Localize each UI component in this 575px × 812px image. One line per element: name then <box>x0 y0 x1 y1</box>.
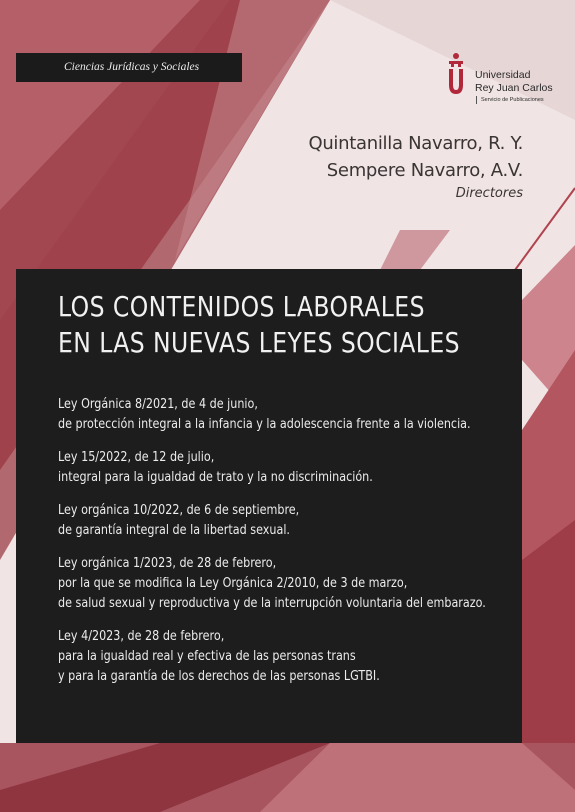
law-line: por la que se modifica la Ley Orgánica 2/2010, de 3 de marzo, <box>58 576 408 591</box>
publisher-subtitle: Servicio de Publicaciones <box>476 96 553 104</box>
law-line: y para la garantía de los derechos de las personas LGTBI. <box>58 669 380 684</box>
university-emblem-icon <box>445 52 467 96</box>
law-item <box>58 448 555 488</box>
laws-list <box>58 395 555 700</box>
law-line: para la igualdad real y efectiva de las personas trans <box>58 649 356 664</box>
law-item <box>58 395 555 435</box>
title-line: LOS CONTENIDOS LABORALES <box>58 290 425 323</box>
director-name: Sempere Navarro, A.V. <box>326 160 523 181</box>
law-line: Ley 15/2022, de 12 de julio, <box>58 450 215 465</box>
directors-block <box>308 130 523 204</box>
directors-role: Directores <box>455 186 523 201</box>
law-item <box>58 627 555 687</box>
law-line: integral para la igualdad de trato y la no discriminación. <box>58 470 373 485</box>
book-title <box>58 289 460 361</box>
publisher-logo <box>445 52 565 110</box>
director-name: Quintanilla Navarro, R. Y. <box>308 133 523 154</box>
title-panel <box>16 269 522 743</box>
law-line: de salud sexual y reproductiva y de la interrupción voluntaria del embarazo. <box>58 596 486 611</box>
law-item <box>58 501 555 541</box>
law-item <box>58 554 555 614</box>
law-line: de protección integral a la infancia y la adolescencia frente a la violencia. <box>58 417 471 432</box>
publisher-line2: Rey Juan Carlos <box>475 82 553 94</box>
title-line: EN LAS NUEVAS LEYES SOCIALES <box>58 326 460 359</box>
law-line: de garantía integral de la libertad sexual. <box>58 523 290 538</box>
law-line: Ley 4/2023, de 28 de febrero, <box>58 629 225 644</box>
publisher-line1: Universidad <box>475 69 531 81</box>
law-line: Ley Orgánica 8/2021, de 4 de junio, <box>58 397 258 412</box>
law-line: Ley orgánica 10/2022, de 6 de septiembre, <box>58 503 300 518</box>
law-line: Ley orgánica 1/2023, de 28 de febrero, <box>58 556 277 571</box>
series-label: Ciencias Jurídicas y Sociales <box>16 53 242 82</box>
